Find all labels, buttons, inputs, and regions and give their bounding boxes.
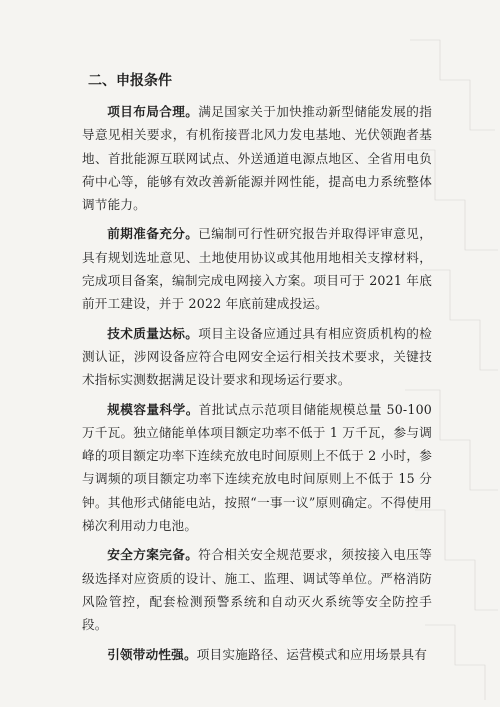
paragraph-lead: 技术质量达标。 [107, 325, 199, 341]
paragraph-text: 项目实施路径、运营模式和应用场景具有 [196, 646, 428, 662]
paragraph-lead: 安全方案完备。 [107, 547, 199, 563]
paragraph-layout [82, 100, 432, 216]
paragraph-text: 符合相关安全规范要求，须按接入电压等级选择对应资质的设计、施工、监理、调试等单位。严格消防风险管控，配套检测预警系统和自动灭火系统等安全防控手段。 [82, 547, 432, 633]
paragraph-text: 满足国家关于加快推动新型储能发展的指导意见相关要求，有机衔接晋北风力发电基地、光伏领跑者基地、首批能源互联网试点、外送通道电源点地区、全省用电负荷中心等，能够有效改善新能源并网性能，提高电力系统整体调节能力。 [82, 104, 432, 213]
document-body [82, 70, 432, 672]
paragraph-preparation [82, 222, 432, 315]
paragraph-text: 首批试点示范项目储能规模总量 50-100 万千瓦。独立储能单体项目额定功率不低于 1 万千瓦，参与调峰的项目额定功率下连续充放电时间原则上不低于 2 小时，参与调频的项目额定功率下连续充放电时间原则上不低于 15 分钟。其他形式储能电站，按照“一事一议”原则确定。不得使用梯次利用动力电池。 [82, 401, 432, 534]
section-title: 二、申报条件 [88, 73, 172, 89]
paragraph-leading [82, 643, 432, 666]
paragraph-lead: 前期准备充分。 [107, 226, 199, 242]
paragraph-text: 已编制可行性研究报告并取得评审意见，具有规划选址意见、土地使用协议或其他用地相关支撑材料，完成项目备案，编制完成电网接入方案。项目可于 2021 年底前开工建设，并于 2022 年底前建成投运。 [82, 226, 432, 312]
paragraph-text: 项目主设备应通过具有相应资质机构的检测认证，涉网设备应符合电网安全运行相关技术要求，关键技术指标实测数据满足设计要求和现场运行要求。 [82, 325, 432, 388]
paragraph-lead: 引领带动性强。 [107, 646, 197, 662]
paragraph-quality [82, 322, 432, 392]
paragraph-capacity [82, 398, 432, 538]
paragraph-lead: 规模容量科学。 [107, 401, 199, 417]
paragraph-lead: 项目布局合理。 [107, 104, 199, 119]
paragraph-safety [82, 543, 432, 636]
